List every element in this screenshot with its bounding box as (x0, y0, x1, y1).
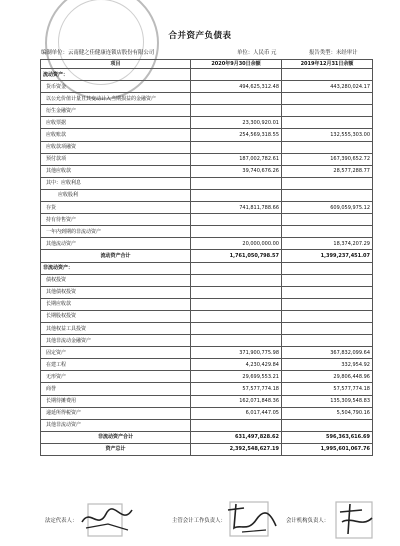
current-period-value (191, 419, 282, 431)
row-label: 其他权益工具投资 (41, 322, 191, 334)
row-label: 非流动资产合计 (41, 431, 191, 443)
prior-period-value: 1,995,601,067.76 (282, 443, 373, 455)
prior-period-value: 28,577,288.77 (282, 165, 373, 177)
row-label: 流动资产合计 (41, 250, 191, 262)
row-label: 应收账款 (41, 129, 191, 141)
table-row (41, 117, 373, 129)
row-label: 其他非流动金融资产 (41, 335, 191, 347)
accounting-dept-signature (332, 498, 380, 542)
prior-period-value (282, 189, 373, 201)
row-label: 资产总计 (41, 443, 191, 455)
prior-period-value (282, 335, 373, 347)
current-period-value: 494,625,312.48 (191, 81, 282, 93)
current-period-value: 254,569,318.55 (191, 129, 282, 141)
prior-period-value: 29,806,448.96 (282, 371, 373, 383)
current-period-value (191, 105, 282, 117)
row-label: 应收股利 (41, 189, 191, 201)
header-item: 项目 (41, 60, 191, 69)
row-label: 固定资产 (41, 347, 191, 359)
prior-period-value: 18,374,207.29 (282, 238, 373, 250)
current-period-value (191, 141, 282, 153)
current-period-value: 20,000,000.00 (191, 238, 282, 250)
current-period-value: 29,699,553.21 (191, 371, 282, 383)
current-period-value: 371,900,775.98 (191, 347, 282, 359)
current-period-value (191, 93, 282, 105)
prior-period-value: 167,390,652.72 (282, 153, 373, 165)
table-row (41, 177, 373, 189)
row-label: 长期待摊费用 (41, 395, 191, 407)
table-row (41, 93, 373, 105)
prior-period-value (282, 286, 373, 298)
prior-period-value (282, 322, 373, 334)
prior-period-value: 596,363,616.69 (282, 431, 373, 443)
row-label: 其他流动资产 (41, 238, 191, 250)
row-label: 递延所得税资产 (41, 407, 191, 419)
table-row (41, 226, 373, 238)
row-label: 预付款项 (41, 153, 191, 165)
row-label: 一年内到期的非流动资产 (41, 226, 191, 238)
current-period-value (191, 274, 282, 286)
table-row (41, 238, 373, 250)
table-body (41, 69, 373, 456)
table-row (41, 371, 373, 383)
row-label: 应收款项融资 (41, 141, 191, 153)
table-row (41, 310, 373, 322)
current-period-value (191, 298, 282, 310)
table-row (41, 129, 373, 141)
table-row (41, 274, 373, 286)
prior-period-value: 135,309,548.83 (282, 395, 373, 407)
current-period-value: 57,577,774.18 (191, 383, 282, 395)
legal-rep-signature (78, 500, 138, 540)
current-period-value (191, 214, 282, 226)
current-period-value (191, 310, 282, 322)
current-period-value: 187,002,782.61 (191, 153, 282, 165)
row-label: 其他债权投资 (41, 286, 191, 298)
accounting-head-label: 主管会计工作负责人： (172, 518, 226, 524)
prior-period-value (282, 93, 373, 105)
table-row (41, 395, 373, 407)
current-period-value: 4,230,429.84 (191, 359, 282, 371)
table-row (41, 153, 373, 165)
currency-unit: 单位：人民币 元 (237, 50, 277, 56)
table-row (41, 189, 373, 201)
row-label: 应收票据 (41, 117, 191, 129)
row-label: 存货 (41, 202, 191, 214)
prior-period-value: 132,555,303.00 (282, 129, 373, 141)
current-period-value (191, 189, 282, 201)
prior-period-value: 443,280,024.17 (282, 81, 373, 93)
current-period-value (191, 226, 282, 238)
prior-period-value: 5,504,790.16 (282, 407, 373, 419)
current-period-value: 162,071,848.36 (191, 395, 282, 407)
current-period-value (191, 335, 282, 347)
table-row (41, 141, 373, 153)
current-period-value: 631,497,828.62 (191, 431, 282, 443)
prior-period-value (282, 262, 373, 274)
current-period-value: 741,811,788.66 (191, 202, 282, 214)
prior-period-value: 1,399,237,451.07 (282, 250, 373, 262)
page-title: 合并资产负债表 (168, 31, 232, 41)
prior-period-value: 57,577,774.18 (282, 383, 373, 395)
row-label: 以公允价值计量且其变动计入当期损益的金融资产 (41, 93, 191, 105)
prior-period-value (282, 226, 373, 238)
prior-period-value (282, 274, 373, 286)
row-label: 流动资产： (41, 69, 191, 81)
header-current-period: 2020年9月30日余额 (191, 60, 282, 69)
header-prior-period: 2019年12月31日余额 (282, 60, 373, 69)
table-row (41, 214, 373, 226)
company-name: 编制单位：云南健之佳健康连锁店股份有限公司 (41, 50, 155, 56)
prior-period-value (282, 214, 373, 226)
table-row (41, 419, 373, 431)
table-row (41, 383, 373, 395)
table-row (41, 322, 373, 334)
table-row (41, 298, 373, 310)
legal-rep-label: 法定代表人： (45, 518, 78, 524)
accounting-head-signature (222, 498, 282, 542)
table-row (41, 262, 373, 274)
prior-period-value (282, 117, 373, 129)
row-label: 非流动资产： (41, 262, 191, 274)
row-label: 商誉 (41, 383, 191, 395)
current-period-value (191, 262, 282, 274)
row-label: 持有待售资产 (41, 214, 191, 226)
current-period-value (191, 286, 282, 298)
current-period-value: 2,392,548,627.19 (191, 443, 282, 455)
row-label: 其中：应收利息 (41, 177, 191, 189)
prior-period-value: 332,954.92 (282, 359, 373, 371)
row-label: 长期股权投资 (41, 310, 191, 322)
row-label: 在建工程 (41, 359, 191, 371)
row-label: 债权投资 (41, 274, 191, 286)
balance-sheet-table (40, 59, 373, 456)
prior-period-value (282, 105, 373, 117)
row-label: 衍生金融资产 (41, 105, 191, 117)
table-row (41, 443, 373, 455)
table-row (41, 335, 373, 347)
table-row (41, 286, 373, 298)
table-row (41, 347, 373, 359)
prior-period-value (282, 419, 373, 431)
table-row (41, 431, 373, 443)
current-period-value: 6,017,447.05 (191, 407, 282, 419)
current-period-value: 23,300,920.01 (191, 117, 282, 129)
prior-period-value (282, 69, 373, 81)
prior-period-value (282, 310, 373, 322)
prior-period-value (282, 177, 373, 189)
row-label: 长期应收款 (41, 298, 191, 310)
row-label: 货币资金 (41, 81, 191, 93)
table-row (41, 69, 373, 81)
table-row (41, 250, 373, 262)
prior-period-value (282, 298, 373, 310)
prior-period-value (282, 141, 373, 153)
table-row (41, 105, 373, 117)
current-period-value: 1,761,050,798.57 (191, 250, 282, 262)
current-period-value (191, 177, 282, 189)
table-row (41, 165, 373, 177)
table-row (41, 202, 373, 214)
table-header-row (41, 60, 373, 69)
current-period-value (191, 69, 282, 81)
table-row (41, 359, 373, 371)
prior-period-value: 609,059,975.12 (282, 202, 373, 214)
accounting-dept-label: 会计机构负责人： (286, 518, 330, 524)
table-row (41, 81, 373, 93)
row-label: 其他非流动资产 (41, 419, 191, 431)
report-type: 报告类型：未经审计 (309, 50, 358, 56)
current-period-value (191, 322, 282, 334)
row-label: 其他应收款 (41, 165, 191, 177)
table-row (41, 407, 373, 419)
current-period-value: 39,740,676.26 (191, 165, 282, 177)
prior-period-value: 367,832,099.64 (282, 347, 373, 359)
row-label: 无形资产 (41, 371, 191, 383)
